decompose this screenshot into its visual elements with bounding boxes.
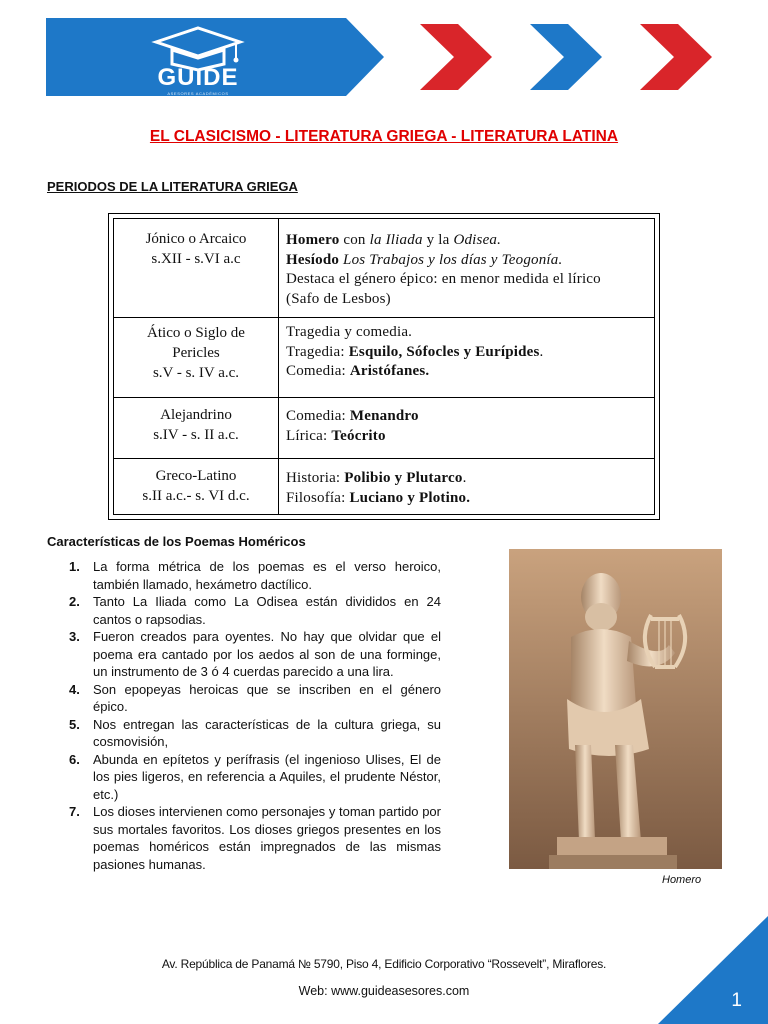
desc-line — [286, 343, 648, 363]
period-name-line: Ático o Siglo de — [147, 325, 245, 341]
desc-text: Filosofía: — [286, 489, 350, 506]
list-number: 7. — [69, 804, 80, 819]
period-description — [286, 231, 648, 309]
footer-address: Av. República de Panamá № 5790, Piso 4, Edificio Corporativo “Rossevelt”, Miraflores. — [161, 957, 607, 971]
desc-line — [286, 231, 648, 251]
author-name: Menandro — [349, 408, 419, 424]
list-number: 5. — [69, 716, 80, 732]
periods-table-inner — [113, 218, 655, 515]
period-description — [286, 407, 648, 446]
work-title: Odisea. — [453, 232, 502, 248]
period-dates: s.IV - s. II a.c. — [153, 427, 239, 443]
list-item — [47, 803, 441, 873]
table-row — [114, 219, 654, 318]
list-text: Tanto La Iliada como La Odisea están divididos en 24 cantos o rapsodias. — [93, 594, 441, 627]
work-title: Los Trabajos y los días y Teogonía. — [339, 251, 563, 268]
work-title: la Iliada — [369, 232, 423, 248]
desc-text: y la — [422, 232, 454, 248]
period-name-line: Jónico o Arcaico — [145, 231, 247, 247]
blue-chevron-icon — [530, 24, 602, 90]
list-number: 6. — [69, 751, 80, 767]
desc-line — [286, 469, 648, 489]
period-dates: s.II a.c.- s. VI d.c. — [142, 488, 250, 504]
periods-heading: PERIODOS DE LA LITERATURA GRIEGA — [47, 179, 298, 194]
author-name: Polibio y Plutarco — [344, 470, 463, 486]
list-text: La forma métrica de los poemas es el verso heroico, también llamado, hexámetro dactílico. — [93, 559, 441, 592]
list-number: 2. — [69, 594, 80, 609]
desc-text: . — [539, 343, 544, 360]
desc-line — [286, 362, 648, 382]
header-banner — [0, 0, 768, 108]
list-item — [47, 751, 441, 804]
period-name-line: Alejandrino — [160, 407, 232, 423]
period-name — [114, 466, 278, 506]
page-number: 1 — [731, 990, 742, 1011]
desc-line: (Safo de Lesbos) — [286, 290, 391, 307]
author-name: Teócrito — [331, 427, 386, 444]
desc-line: Destaca el género épico: en menor medida el lírico — [286, 271, 601, 287]
homer-statue-image — [509, 549, 722, 869]
period-description — [286, 469, 648, 508]
period-dates: s.V - s. IV a.c. — [152, 365, 240, 381]
desc-text: . — [462, 470, 467, 486]
desc-line — [286, 251, 648, 271]
period-name — [114, 229, 278, 269]
desc-text: Lírica: — [286, 427, 332, 444]
desc-text: con — [339, 232, 370, 248]
list-number: 3. — [69, 629, 80, 644]
period-name-line: Greco-Latino — [155, 468, 237, 484]
footer-website: Web: www.guideasesores.com — [298, 984, 470, 998]
period-description — [286, 323, 648, 382]
author-name: Luciano y Plotino. — [349, 489, 471, 506]
desc-text: Historia: — [286, 470, 345, 486]
period-name — [114, 405, 278, 445]
table-row — [114, 397, 654, 459]
logo-text: GUIDE — [157, 64, 239, 91]
period-dates: s.XII - s.VI a.c — [151, 251, 241, 267]
red-chevron-icon — [640, 24, 712, 90]
author-name: Aristófanes. — [349, 363, 430, 379]
desc-line — [286, 407, 648, 427]
author-name: Esquilo, Sófocles y Eurípides — [348, 343, 540, 360]
desc-text: Comedia: — [286, 363, 350, 379]
list-text: Los dioses intervienen como personajes y toman partido por sus mortales favoritos. Los dioses griegos presentes en los poemas homéricos están impregnados de las mismas pasiones humanas. — [93, 804, 441, 872]
characteristics-heading: Características de los Poemas Homéricos — [47, 534, 306, 549]
table-row — [114, 317, 654, 398]
list-item — [47, 716, 441, 751]
logo-subtitle: ASESORES ACADÉMICOS — [167, 91, 229, 96]
list-text: Son epopeyas heroicas que se inscriben en el género épico. — [93, 681, 441, 714]
list-text: Fueron creados para oyentes. No hay que olvidar que el poema era cantado por los aedos al son de una forminge, un instrumento de 3 ó 4 cuerdas parecido a una lira. — [93, 629, 441, 679]
list-item — [47, 628, 441, 681]
list-text: Nos entregan las características de la cultura griega, su cosmovisión, — [93, 716, 441, 749]
periods-table — [108, 213, 660, 520]
desc-text: Comedia: — [286, 408, 350, 424]
list-item — [47, 558, 441, 593]
desc-line: Tragedia y comedia. — [286, 324, 413, 340]
desc-text: Tragedia: — [286, 343, 349, 360]
characteristics-list — [47, 558, 441, 873]
table-row — [114, 458, 654, 516]
list-number: 1. — [69, 559, 80, 574]
desc-line — [286, 489, 648, 509]
page-corner-triangle — [658, 916, 768, 1024]
list-item — [47, 593, 441, 628]
period-name-line: Pericles — [172, 345, 220, 361]
author-name: Homero — [286, 232, 340, 248]
list-number: 4. — [69, 681, 80, 697]
list-text: Abunda en epítetos y perífrasis (el ingenioso Ulises, El de los pies ligeros, en referencia a Aquiles, el prudente Néstor, etc.) — [93, 751, 441, 802]
list-item — [47, 681, 441, 716]
red-chevron-icon — [420, 24, 492, 90]
banner-arrow-point — [346, 18, 384, 96]
image-caption: Homero — [662, 874, 702, 886]
author-name: Hesíodo — [286, 251, 340, 268]
document-title: EL CLASICISMO - LITERATURA GRIEGA - LITERATURA LATINA — [149, 128, 619, 145]
period-name — [114, 323, 278, 383]
desc-line — [286, 427, 648, 447]
